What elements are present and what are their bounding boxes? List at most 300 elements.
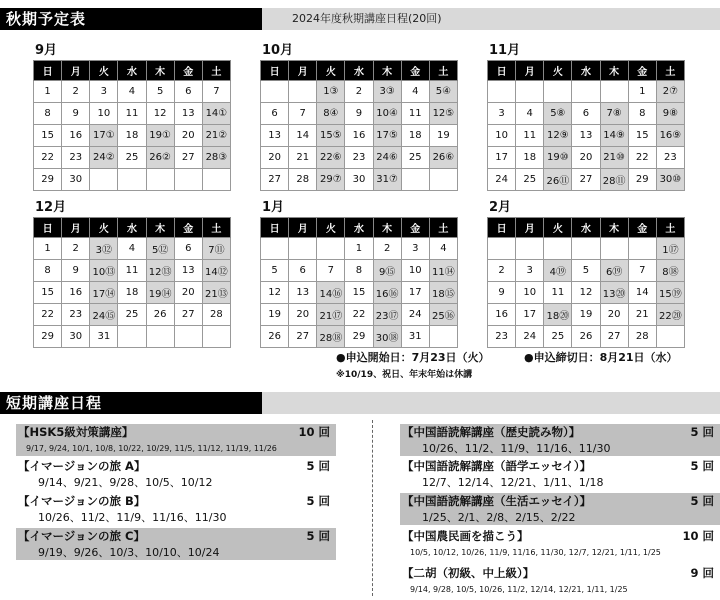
schedule-subtitle: 2024年度秋期講座日程(20回) bbox=[292, 12, 442, 25]
course-dates: 9/14, 9/28, 10/5, 10/26, 11/2, 12/14, 12/21, 1/11, 1/25 bbox=[410, 585, 628, 594]
class-day-cell: 19① bbox=[146, 125, 174, 147]
day-cell bbox=[401, 169, 429, 191]
application-start: ●申込開始日：7月23日（火） bbox=[336, 351, 490, 364]
day-cell: 18 bbox=[118, 282, 146, 304]
day-cell: 31 bbox=[401, 326, 429, 348]
day-cell: 19 bbox=[572, 304, 600, 326]
day-cell: 20 bbox=[174, 282, 202, 304]
day-cell bbox=[174, 169, 202, 191]
day-cell: 20 bbox=[572, 147, 600, 169]
weekday-header: 日 bbox=[261, 218, 289, 238]
weekday-header: 土 bbox=[656, 61, 684, 81]
course-dates: 10/5, 10/12, 10/26, 11/9, 11/16, 11/30, 12/7, 12/21, 1/11, 1/25 bbox=[410, 548, 661, 557]
month-calendar bbox=[260, 42, 458, 191]
course-dates: 10/26、11/2、11/9、11/16、11/30 bbox=[422, 442, 611, 455]
calendar-table bbox=[33, 60, 231, 191]
weekday-header: 月 bbox=[62, 218, 90, 238]
course-dates: 9/14、9/21、9/28、10/5、10/12 bbox=[38, 476, 213, 489]
class-day-cell: 19⑭ bbox=[146, 282, 174, 304]
course-session-count: 5 回 bbox=[306, 529, 330, 543]
class-day-cell: 22⑳ bbox=[656, 304, 684, 326]
day-cell: 10 bbox=[401, 260, 429, 282]
day-cell: 29 bbox=[34, 326, 62, 348]
day-cell: 11 bbox=[118, 260, 146, 282]
course-dates: 1/25、2/1、2/8、2/15、2/22 bbox=[422, 511, 576, 524]
course-title: 【イマージョンの旅 A】 bbox=[18, 459, 146, 473]
day-cell: 16 bbox=[62, 282, 90, 304]
class-day-cell: 24② bbox=[90, 147, 118, 169]
weekday-header: 水 bbox=[118, 61, 146, 81]
month-calendar bbox=[487, 42, 685, 191]
class-day-cell: 7⑧ bbox=[600, 103, 628, 125]
day-cell: 10 bbox=[488, 125, 516, 147]
course-item bbox=[400, 528, 720, 560]
day-cell: 8 bbox=[34, 260, 62, 282]
class-day-cell: 8④ bbox=[317, 103, 345, 125]
weekday-header: 月 bbox=[516, 218, 544, 238]
class-day-cell: 15⑲ bbox=[656, 282, 684, 304]
day-cell: 1 bbox=[628, 81, 656, 103]
day-cell: 31 bbox=[90, 326, 118, 348]
weekday-header: 日 bbox=[34, 218, 62, 238]
weekday-header: 水 bbox=[572, 218, 600, 238]
day-cell: 10 bbox=[516, 282, 544, 304]
weekday-header: 火 bbox=[544, 61, 572, 81]
weekday-header: 土 bbox=[656, 218, 684, 238]
class-day-cell: 18⑮ bbox=[429, 282, 457, 304]
class-day-cell: 1③ bbox=[317, 81, 345, 103]
class-day-cell: 24⑮ bbox=[90, 304, 118, 326]
day-cell: 17 bbox=[516, 304, 544, 326]
day-cell bbox=[429, 326, 457, 348]
month-title: 10月 bbox=[262, 43, 294, 58]
day-cell: 15 bbox=[628, 125, 656, 147]
class-day-cell: 16⑨ bbox=[656, 125, 684, 147]
day-cell bbox=[600, 81, 628, 103]
day-cell: 24 bbox=[401, 304, 429, 326]
course-item bbox=[400, 493, 720, 525]
day-cell: 12 bbox=[261, 282, 289, 304]
day-cell: 7 bbox=[628, 260, 656, 282]
day-cell: 16 bbox=[488, 304, 516, 326]
class-day-cell: 9⑧ bbox=[656, 103, 684, 125]
course-title: 【中国語読解講座（生活エッセイ）】 bbox=[402, 494, 592, 508]
course-title: 【イマージョンの旅 C】 bbox=[18, 529, 145, 543]
class-day-cell: 4⑲ bbox=[544, 260, 572, 282]
course-title: 【中国語読解講座（語学エッセイ）】 bbox=[402, 459, 592, 473]
day-cell: 23 bbox=[62, 147, 90, 169]
day-cell: 23 bbox=[488, 326, 516, 348]
class-day-cell: 22⑥ bbox=[317, 147, 345, 169]
class-day-cell: 28⑪ bbox=[600, 169, 628, 191]
day-cell: 29 bbox=[34, 169, 62, 191]
day-cell: 29 bbox=[345, 326, 373, 348]
course-item bbox=[400, 424, 720, 456]
weekday-header: 月 bbox=[289, 61, 317, 81]
day-cell: 13 bbox=[572, 125, 600, 147]
course-item bbox=[16, 424, 336, 456]
day-cell: 9 bbox=[62, 103, 90, 125]
calendar-table bbox=[33, 217, 231, 348]
day-cell: 15 bbox=[34, 282, 62, 304]
weekday-header: 土 bbox=[429, 218, 457, 238]
class-day-cell: 26⑥ bbox=[429, 147, 457, 169]
day-cell: 9 bbox=[488, 282, 516, 304]
weekday-header: 月 bbox=[516, 61, 544, 81]
weekday-header: 火 bbox=[90, 218, 118, 238]
class-day-cell: 30⑩ bbox=[656, 169, 684, 191]
day-cell: 6 bbox=[572, 103, 600, 125]
day-cell: 6 bbox=[289, 260, 317, 282]
class-day-cell: 21② bbox=[202, 125, 230, 147]
course-session-count: 5 回 bbox=[690, 459, 714, 473]
day-cell: 25 bbox=[118, 304, 146, 326]
day-cell: 20 bbox=[289, 304, 317, 326]
day-cell bbox=[516, 81, 544, 103]
day-cell: 2 bbox=[62, 81, 90, 103]
weekday-header: 月 bbox=[62, 61, 90, 81]
weekday-header: 土 bbox=[202, 61, 230, 81]
day-cell: 23 bbox=[345, 147, 373, 169]
class-day-cell: 14⑯ bbox=[317, 282, 345, 304]
weekday-header: 金 bbox=[628, 61, 656, 81]
day-cell: 7 bbox=[289, 103, 317, 125]
day-cell: 19 bbox=[261, 304, 289, 326]
course-header bbox=[400, 424, 720, 441]
day-cell bbox=[146, 169, 174, 191]
day-cell bbox=[118, 169, 146, 191]
class-day-cell: 17① bbox=[90, 125, 118, 147]
day-cell: 16 bbox=[62, 125, 90, 147]
day-cell: 29 bbox=[628, 169, 656, 191]
course-header bbox=[16, 493, 336, 510]
day-cell: 24 bbox=[488, 169, 516, 191]
month-calendar bbox=[33, 199, 231, 348]
day-cell: 23 bbox=[62, 304, 90, 326]
day-cell: 18 bbox=[516, 147, 544, 169]
course-item bbox=[16, 493, 336, 525]
course-session-count: 5 回 bbox=[690, 425, 714, 439]
month-calendar bbox=[33, 42, 231, 191]
day-cell: 7 bbox=[317, 260, 345, 282]
class-day-cell: 30⑱ bbox=[373, 326, 401, 348]
course-title: 【HSK5級対策講座】 bbox=[18, 425, 134, 439]
class-day-cell: 21⑬ bbox=[202, 282, 230, 304]
weekday-header: 金 bbox=[401, 218, 429, 238]
class-day-cell: 11⑭ bbox=[429, 260, 457, 282]
class-day-cell: 21⑩ bbox=[600, 147, 628, 169]
course-header bbox=[16, 458, 336, 475]
course-header bbox=[400, 528, 720, 545]
day-cell: 1 bbox=[34, 238, 62, 260]
day-cell: 9 bbox=[345, 103, 373, 125]
day-cell bbox=[261, 238, 289, 260]
day-cell: 1 bbox=[345, 238, 373, 260]
class-day-cell: 26⑪ bbox=[544, 169, 572, 191]
day-cell: 25 bbox=[118, 147, 146, 169]
class-day-cell: 2⑦ bbox=[656, 81, 684, 103]
day-cell: 22 bbox=[628, 147, 656, 169]
class-day-cell: 31⑦ bbox=[373, 169, 401, 191]
course-header bbox=[16, 528, 336, 545]
schedule-title: 秋期予定表 bbox=[0, 8, 262, 30]
day-cell: 26 bbox=[261, 326, 289, 348]
day-cell: 30 bbox=[345, 169, 373, 191]
day-cell: 12 bbox=[572, 282, 600, 304]
weekday-header: 木 bbox=[146, 218, 174, 238]
day-cell: 11 bbox=[401, 103, 429, 125]
day-cell: 30 bbox=[62, 169, 90, 191]
day-cell: 11 bbox=[516, 125, 544, 147]
class-day-cell: 9⑮ bbox=[373, 260, 401, 282]
day-cell bbox=[544, 238, 572, 260]
application-deadline: ●申込締切日：8月21日（水） bbox=[524, 351, 678, 364]
day-cell bbox=[90, 169, 118, 191]
day-cell: 2 bbox=[62, 238, 90, 260]
day-cell: 5 bbox=[146, 81, 174, 103]
class-day-cell: 23⑰ bbox=[373, 304, 401, 326]
day-cell: 9 bbox=[62, 260, 90, 282]
day-cell: 19 bbox=[429, 125, 457, 147]
course-title: 【二胡（初級、中上級）】 bbox=[402, 566, 535, 580]
course-session-count: 5 回 bbox=[306, 494, 330, 508]
day-cell bbox=[146, 326, 174, 348]
day-cell: 18 bbox=[118, 125, 146, 147]
course-session-count: 10 回 bbox=[298, 425, 330, 439]
day-cell bbox=[572, 81, 600, 103]
day-cell bbox=[202, 326, 230, 348]
day-cell: 26 bbox=[146, 304, 174, 326]
weekday-header: 土 bbox=[202, 218, 230, 238]
weekday-header: 水 bbox=[345, 218, 373, 238]
course-header bbox=[400, 458, 720, 475]
calendar-table bbox=[260, 217, 458, 348]
weekday-header: 木 bbox=[600, 61, 628, 81]
day-cell: 25 bbox=[516, 169, 544, 191]
weekday-header: 日 bbox=[488, 61, 516, 81]
day-cell: 27 bbox=[174, 304, 202, 326]
class-day-cell: 8⑱ bbox=[656, 260, 684, 282]
weekday-header: 土 bbox=[429, 61, 457, 81]
day-cell: 6 bbox=[174, 81, 202, 103]
day-cell: 24 bbox=[516, 326, 544, 348]
day-cell: 1 bbox=[34, 81, 62, 103]
day-cell: 6 bbox=[174, 238, 202, 260]
weekday-header: 火 bbox=[544, 218, 572, 238]
schedule-header-bar bbox=[0, 8, 720, 30]
month-calendar bbox=[260, 199, 458, 348]
day-cell bbox=[317, 238, 345, 260]
class-day-cell: 21⑰ bbox=[317, 304, 345, 326]
day-cell bbox=[289, 81, 317, 103]
day-cell bbox=[600, 238, 628, 260]
day-cell: 3 bbox=[401, 238, 429, 260]
day-cell: 13 bbox=[174, 260, 202, 282]
day-cell: 15 bbox=[345, 282, 373, 304]
class-day-cell: 24⑥ bbox=[373, 147, 401, 169]
class-day-cell: 17⑤ bbox=[373, 125, 401, 147]
holiday-note: ※10/19、祝日、年末年始は休講 bbox=[336, 370, 473, 380]
weekday-header: 木 bbox=[146, 61, 174, 81]
course-dates: 12/7、12/14、12/21、1/11、1/18 bbox=[422, 476, 604, 489]
day-cell: 8 bbox=[34, 103, 62, 125]
class-day-cell: 14⑫ bbox=[202, 260, 230, 282]
day-cell: 13 bbox=[174, 103, 202, 125]
day-cell: 12 bbox=[146, 103, 174, 125]
weekday-header: 金 bbox=[628, 218, 656, 238]
calendar-table bbox=[487, 60, 685, 191]
day-cell: 28 bbox=[628, 326, 656, 348]
weekday-header: 金 bbox=[174, 218, 202, 238]
day-cell: 17 bbox=[401, 282, 429, 304]
course-title: 【中国農民画を描こう】 bbox=[402, 529, 529, 543]
day-cell: 13 bbox=[261, 125, 289, 147]
weekday-header: 木 bbox=[600, 218, 628, 238]
day-cell: 26 bbox=[572, 326, 600, 348]
day-cell: 14 bbox=[289, 125, 317, 147]
day-cell: 4 bbox=[118, 81, 146, 103]
day-cell: 3 bbox=[516, 260, 544, 282]
class-day-cell: 17⑭ bbox=[90, 282, 118, 304]
day-cell: 27 bbox=[600, 326, 628, 348]
day-cell: 25 bbox=[544, 326, 572, 348]
day-cell: 22 bbox=[34, 147, 62, 169]
day-cell: 27 bbox=[289, 326, 317, 348]
class-day-cell: 5⑫ bbox=[146, 238, 174, 260]
class-day-cell: 10⑬ bbox=[90, 260, 118, 282]
month-title: 2月 bbox=[489, 200, 512, 215]
course-item bbox=[16, 458, 336, 490]
day-cell: 25 bbox=[401, 147, 429, 169]
day-cell: 4 bbox=[401, 81, 429, 103]
weekday-header: 木 bbox=[373, 218, 401, 238]
weekday-header: 木 bbox=[373, 61, 401, 81]
day-cell: 18 bbox=[401, 125, 429, 147]
class-day-cell: 12⑨ bbox=[544, 125, 572, 147]
day-cell: 3 bbox=[90, 81, 118, 103]
course-title: 【中国語読解講座（歴史読み物）】 bbox=[402, 425, 581, 439]
month-title: 12月 bbox=[35, 200, 67, 215]
class-day-cell: 18⑳ bbox=[544, 304, 572, 326]
day-cell: 5 bbox=[261, 260, 289, 282]
class-day-cell: 28③ bbox=[202, 147, 230, 169]
short-course-title: 短期講座日程 bbox=[0, 392, 262, 414]
calendar-table bbox=[487, 217, 685, 348]
weekday-header: 火 bbox=[317, 61, 345, 81]
day-cell bbox=[488, 238, 516, 260]
day-cell: 21 bbox=[289, 147, 317, 169]
class-day-cell: 5⑧ bbox=[544, 103, 572, 125]
class-day-cell: 5④ bbox=[429, 81, 457, 103]
class-day-cell: 28⑱ bbox=[317, 326, 345, 348]
day-cell: 13 bbox=[289, 282, 317, 304]
month-title: 11月 bbox=[489, 43, 521, 58]
course-header bbox=[400, 565, 720, 582]
class-day-cell: 7⑪ bbox=[202, 238, 230, 260]
class-day-cell: 3③ bbox=[373, 81, 401, 103]
calendar-table bbox=[260, 60, 458, 191]
weekday-header: 火 bbox=[317, 218, 345, 238]
day-cell: 5 bbox=[572, 260, 600, 282]
day-cell: 15 bbox=[34, 125, 62, 147]
day-cell: 2 bbox=[488, 260, 516, 282]
class-day-cell: 26② bbox=[146, 147, 174, 169]
course-session-count: 5 回 bbox=[690, 494, 714, 508]
day-cell: 22 bbox=[34, 304, 62, 326]
class-day-cell: 1⑰ bbox=[656, 238, 684, 260]
day-cell: 28 bbox=[289, 169, 317, 191]
weekday-header: 水 bbox=[118, 218, 146, 238]
class-day-cell: 12⑤ bbox=[429, 103, 457, 125]
course-item bbox=[16, 528, 336, 560]
day-cell bbox=[488, 81, 516, 103]
weekday-header: 日 bbox=[488, 218, 516, 238]
course-session-count: 5 回 bbox=[306, 459, 330, 473]
day-cell: 21 bbox=[628, 304, 656, 326]
class-day-cell: 3⑫ bbox=[90, 238, 118, 260]
day-cell: 14 bbox=[628, 282, 656, 304]
day-cell: 8 bbox=[345, 260, 373, 282]
course-header bbox=[16, 424, 336, 441]
class-day-cell: 19⑩ bbox=[544, 147, 572, 169]
day-cell: 4 bbox=[429, 238, 457, 260]
class-day-cell: 14① bbox=[202, 103, 230, 125]
day-cell bbox=[516, 238, 544, 260]
weekday-header: 水 bbox=[572, 61, 600, 81]
day-cell bbox=[118, 326, 146, 348]
day-cell: 7 bbox=[202, 81, 230, 103]
class-day-cell: 6⑲ bbox=[600, 260, 628, 282]
day-cell: 16 bbox=[345, 125, 373, 147]
weekday-header: 金 bbox=[174, 61, 202, 81]
day-cell bbox=[174, 326, 202, 348]
day-cell: 23 bbox=[656, 147, 684, 169]
day-cell bbox=[656, 326, 684, 348]
day-cell bbox=[544, 81, 572, 103]
day-cell: 17 bbox=[488, 147, 516, 169]
class-day-cell: 15⑤ bbox=[317, 125, 345, 147]
day-cell: 20 bbox=[600, 304, 628, 326]
class-day-cell: 12⑬ bbox=[146, 260, 174, 282]
day-cell: 11 bbox=[118, 103, 146, 125]
day-cell: 8 bbox=[628, 103, 656, 125]
course-dates: 9/17, 9/24, 10/1, 10/8, 10/22, 10/29, 11/5, 11/12, 11/19, 11/26 bbox=[26, 444, 277, 453]
course-header bbox=[400, 493, 720, 510]
class-day-cell: 13⑳ bbox=[600, 282, 628, 304]
day-cell: 27 bbox=[572, 169, 600, 191]
weekday-header: 月 bbox=[289, 218, 317, 238]
day-cell: 20 bbox=[174, 125, 202, 147]
day-cell: 3 bbox=[488, 103, 516, 125]
day-cell bbox=[261, 81, 289, 103]
day-cell bbox=[202, 169, 230, 191]
course-dates: 10/26、11/2、11/9、11/16、11/30 bbox=[38, 511, 227, 524]
month-calendar bbox=[487, 199, 685, 348]
day-cell: 4 bbox=[516, 103, 544, 125]
course-dates: 9/19、9/26、10/3、10/10、10/24 bbox=[38, 546, 220, 559]
day-cell: 6 bbox=[261, 103, 289, 125]
day-cell: 22 bbox=[345, 304, 373, 326]
day-cell: 30 bbox=[62, 326, 90, 348]
day-cell: 20 bbox=[261, 147, 289, 169]
class-day-cell: 16⑯ bbox=[373, 282, 401, 304]
day-cell bbox=[289, 238, 317, 260]
class-day-cell: 10④ bbox=[373, 103, 401, 125]
day-cell: 28 bbox=[202, 304, 230, 326]
course-item bbox=[400, 458, 720, 490]
weekday-header: 水 bbox=[345, 61, 373, 81]
short-course-header-bar bbox=[0, 392, 720, 414]
